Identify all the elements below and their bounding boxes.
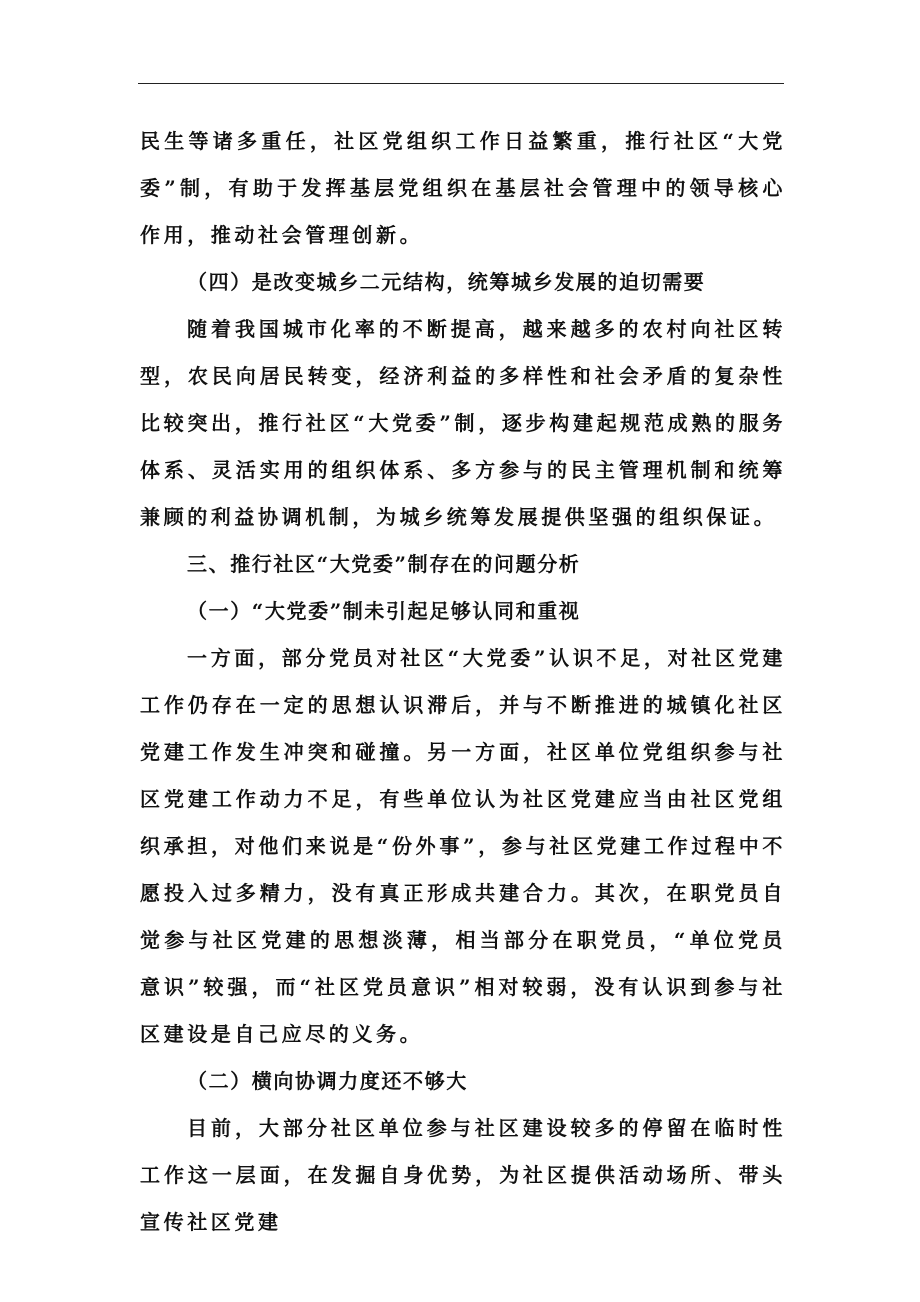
chapter-heading-3: 三、推行社区“大党委”制存在的问题分析: [187, 552, 581, 576]
paragraph-urban-rural: 随着我国城市化率的不断提高，越来越多的农村向社区转型，农民向居民转变，经济利益的多样性和社会矛盾的复杂性比较突出，推行社区“大党委”制，逐步构建起规范成熟的服务体系、灵活实用的组织体系、多方参与的民主管理机制和统筹兼顾的利益协调机制，为城乡统筹发展提供坚强的组织保证。: [140, 317, 786, 529]
document-body: [140, 118, 786, 1246]
paragraph-coordination: 目前，大部分社区单位参与社区建设较多的停留在临时性工作这一层面，在发掘自身优势，为社区提供活动场所、带头宣传社区党建: [140, 1116, 786, 1234]
paragraph-continuation: 民生等诸多重任，社区党组织工作日益繁重，推行社区“大党委”制，有助于发挥基层党组织在基层社会管理中的领导核心作用，推动社会管理创新。: [140, 129, 786, 247]
header-rule: [138, 83, 784, 84]
section-heading-2: （二）横向协调力度还不够大: [187, 1069, 468, 1093]
section-heading-4: （四）是改变城乡二元结构，统筹城乡发展的迫切需要: [187, 270, 706, 294]
paragraph-recognition: 一方面，部分党员对社区“大党委”认识不足，对社区党建工作仍存在一定的思想认识滞后，并与不断推进的城镇化社区党建工作发生冲突和碰撞。另一方面，社区单位党组织参与社区党建工作动力不足，有些单位认为社区党建应当由社区党组织承担，对他们来说是“份外事”，参与社区党建工作过程中不愿投入过多精力，没有真正形成共建合力。其次，在职党员自觉参与社区党建的思想淡薄，相当部分在职党员，“单位党员意识”较强，而“社区党员意识”相对较弱，没有认识到参与社区建设是自己应尽的义务。: [140, 646, 786, 1046]
section-heading-1: （一）“大党委”制未引起足够认同和重视: [187, 599, 581, 623]
